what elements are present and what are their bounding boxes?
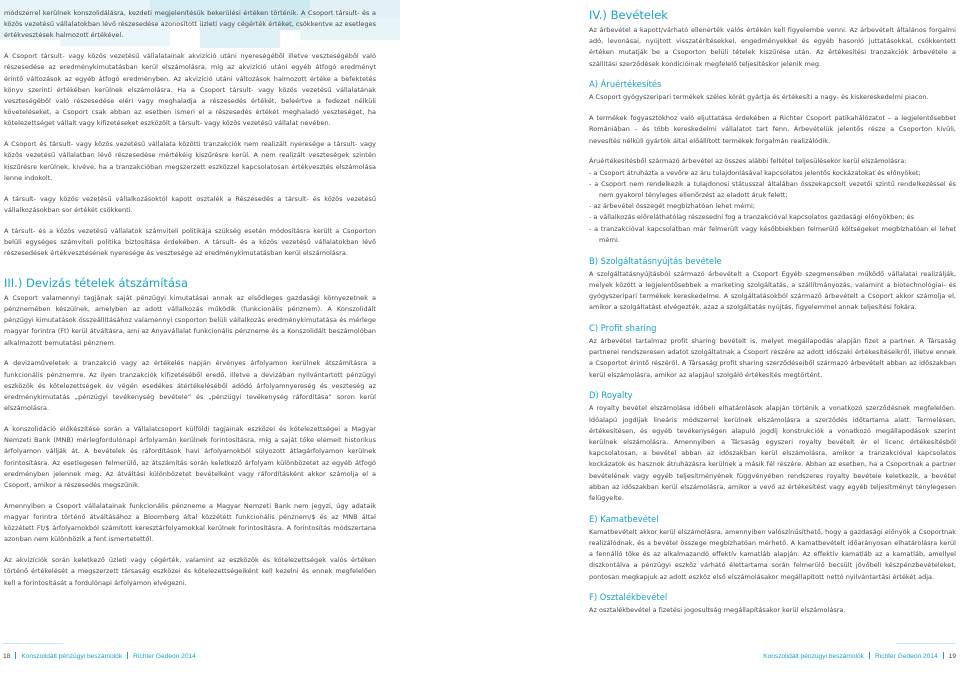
subsection-heading: D) Royalty xyxy=(589,390,633,401)
footer-title: Konszolidált pénzügyi beszámolók xyxy=(763,653,864,660)
list-item: - a Csoport nem rendelkezik a tulajdonosi státusszal általában összekapcsolt vezetői szintű rendelkezéssel és nem gyakorol tényleges ellenőrzést az eladott áruk felett; xyxy=(589,179,956,200)
paragraph: A társult- vagy közös vezetésű vállalkozásoktól kapott osztalék a Részesedés a társult- és közös vezetésű vállalkozásokban sor értékét csökkenti. xyxy=(4,194,376,214)
paragraph: A társult- és a közös vezetésű vállalatok számviteli politikája szükség esetén módosításra került a Csoporton belüli egységes számviteli politika biztosítása érdekében. A társult- és a közös vezetésű vállalatokban lévő részesedések értékvesztésének nyeresége és vesztesége az eredménykimutatásban kerül elszámolásra. xyxy=(4,226,376,258)
paragraph: Az árbevétel tartalmaz profit sharing bevételt is, melyet megállapodás alapján fizet a partner. A Társaság partnerei rendszeresen adatot szolgáltatnak a Csoport részére az adott időszaki értékesítéseikről, illetve ennek a Csoportot érintő részéről. A Társaság profit sharing szerződéseiből származó árbevételt abban az időszakban kerül elszámolásra, amikor az alapjául szolgáló értékesítés megtörtént. xyxy=(589,337,956,379)
subsection-heading: B) Szolgáltatásnyújtás bevétele xyxy=(589,255,722,266)
subsection-heading: E) Kamatbevétel xyxy=(589,513,659,524)
paragraph: A szolgáltatásnyújtásból származó árbevételt a Csoport Egyéb szegmensében működő vállalatai realizálják, melyek között a legjelentősebbek a marketing szolgáltatás, a szállítmányozás, valamint a biotechnológiai- és gyógyszeripari termékek kereskedelme. A szolgáltatásokból származó árbevételt a Csoport akkor számolja el, amikor a szolgáltatást elvégezték, azaz a szolgáltatás nyújtás, figyelemmel annak teljesítési fokára. xyxy=(589,269,956,312)
section-heading: III.) Devizás tételek átszámítása xyxy=(4,275,189,290)
paragraph: A Csoport gyógyszeripari termékek széles körét gyártja és értékesíti a nagy- és kiskereskedelmi piacon. xyxy=(589,93,929,102)
criteria-list xyxy=(589,168,956,246)
subsection-heading: A) Áruértékesítés xyxy=(589,79,662,90)
paragraph: A Csoport és társult- vagy közös vezetésű vállalata közötti tranzakciók nem realizált nyeresége a társult- vagy közös vezetésű vállalatban lévő részesedése mértékéig kiszűrésre kerül. A nem realizált veszteségek szintén kiszűrésre kerülnek, kivéve, ha a tranzakcióban megszerzett eszközzel kapcsolatosan értékvesztés elszámolása lenne indokolt. xyxy=(4,140,376,182)
paragraph: Áruértékesítésből származó árbevétel az összes alábbi feltétel teljesülésekor kerül elszámolásra: xyxy=(589,157,907,166)
paragraph: A Csoport valamennyi tagjának saját pénzügyi kimutatásai annak az elsődleges gazdasági környezetnek a pénznemében készülnek, amelyben az adott vállalkozás működik (funkcionális pénznem). A Konszolidált pénzügyi kimutatások összeállításához valamennyi csoporton belüli vállalkozás eredménykimutatása és mérlege magyar forintra (Ft) kerül átváltásra, ami az Anyavállalat funkcionális pénzneme és a Konszolidált beszámolóban alkalmazott bemutatási pénznem. xyxy=(4,293,376,347)
paragraph: Az akvizíciók során keletkező üzleti vagy cégérték, valamint az eszközök és kötelezettségek valós értéken történő értékelését a megszerzett társaság eszközei és kötelezettségeiként kell kezelni és ennek megfelelően kell a forintosítását a fordulónapi árfolyamon elvégezni. xyxy=(4,556,376,587)
footer-right xyxy=(763,652,956,661)
right-page xyxy=(480,0,960,689)
right-column xyxy=(589,8,956,626)
footer-title: Konszolidált pénzügyi beszámolók xyxy=(21,653,123,660)
paragraph: Az árbevétel a kapott/várható ellenérték valós értékén kell figyelembe venni. Az árbevételt általános forgalmi adó, levonásai, nyújtott visszatérítésekkel, engedményekkel és egyéb hasonló juttatásokkal, csökkentett értéken mutatják be a Csoporton belüli tételek kiszűrése után. Az értékesítési tranzakciók árbevétele a szállítási szerződések kondícióinak megfelelő teljesítéskor jelenik meg. xyxy=(589,26,956,68)
paragraph: A termékek fogyasztókhoz való eljuttatása érdekében a Richter Csoport patikahálózatot – a legjelentősebbet Romániában – és több kereskedelmi vállalatot tart fenn. Árbevételük jelentős része a Csoporton kívüli, nevesítés nélküli gyártók által előállított termékek forgalmán realizálódik. xyxy=(589,114,956,145)
paragraph: A royalty bevétel elszámolása időbeli elhatárolások alapján történik a vonatkozó szerződésnek megfelelően. Időalapú jogdíjak lineáris módszerrel kerülnek elszámolásra a szerződés időtartama alatt. Termelésen, értékesítésen, és egyéb tevékenységen alapuló jogdíj konstrukciók a vonatkozó megállapodások szerint kerülnek elszámolásra. Amennyiben a Társaság egyszeri royalty bevételt ér el licenc értékesítésből kapcsolatosan, a bevétel abban az időszakban kerül elszámolásra, amikor a tranzakcióval kapcsolatos kockázatok és hasznok átruházásra kerülnek a másik fél részére. Abban az esetben, ha a Csoportnak a partner bevételének vagy egyéb teljesítményének függvényében rendszeres royalty bevétele keletkezik, a bevétel abban az időszakban kerül elszámolásra, amikor a vevő az értékesítést vagy egyéb teljesítményt ténylegesen felügyelte. xyxy=(589,404,956,503)
list-item: - a Csoport átruházta a vevőre az áru tulajdonlásával kapcsolatos jelentős kockázatokat és előnyöket; xyxy=(589,168,921,177)
paragraph: módszerrel kerülnek konszolidálásra, kezdeti megjelenítésük bekerülési értéken történik. A Csoport társult- és a közös vezetésű vállalatokban lévő részesedése azonosított üzleti vagy cégérték értéket, csökkentve az esetleges értékvesztések halmozott értékével. xyxy=(4,9,376,40)
footer-company: Richter Gedeon 2014 xyxy=(874,653,938,660)
subsection-heading: C) Profit sharing xyxy=(589,323,657,334)
paragraph: A konszolidáció előkészítése során a Vállalatcsoport külföldi tagjainak eszközei és kötelezettségei a Magyar Nemzeti Bank (MNB) mérlegfordulónapi árfolyamán kerülnek forintosításra, míg a saját tőke elemeit historikus árfolyamon vállják át. A bevételek és ráfordítások havi árfolyamokból súlyozott átlagárfolyamon kerülnek forintosításra. Az esetlegesen felmerülő, az átszámítás során keletkező árfolyam különbözetet az egyéb átfogó eredményben jelennek meg. Az átváltási különbözetet bevételként vagy ráfordításként akkor számolja el a Csoport, amikor a részesedés megszűnik. xyxy=(4,425,376,490)
paragraph: A Csoport társult- vagy közös vezetésű vállalatainak akvizíció utáni nyereségéből illetve veszteségéből való részesedése az eredménykimutatásban kerül elszámolásra, míg az akvizíció utáni egyéb átfogó eredményt érintő változások az egyéb átfogó eredményben. Az akvizíció utáni változások halmozott értéke a befektetés könyv szerinti értékében kerülnek elszámolásra. Ha a Csoport társult- vagy közös vezetésű vállalatának veszteségéből való részesedése eléri vagy meghaladja a részesedés értékét, beleértve a fedezet nélküli követeléseket, a Csoport csak abban az esetben ismeri el a részesedés értékét meghaladó veszteséget, ha kötelezettséget vállalt vagy kifizetéseket eszközölt a társult- vagy közös vezetésű vállalat nevében. xyxy=(4,52,376,128)
paragraph: Kamatbevételt akkor kerül elszámolásra, amennyiben valószínűsíthető, hogy a gazdasági előnyök a Csoportnak realizálódnak, és a bevétel összege megbízhatóan mérhető. A kamatbevételt időarányosan elhatárolásra kerül a fennálló tőke és az alkalmazandó effektív kamatláb alapján. Az effektív kamatláb az a kamatláb, amellyel diszkontálva a pénzügyi eszköz várható élettartama során felmerülő becsült jövőbeli készpénzbevételeket, pontosan megkapjuk az adott eszköz első elszámolásakor megállapított nettó nyilvántartási értékét adja. xyxy=(589,527,956,581)
page-number: 19 xyxy=(948,653,956,660)
footer-company: Richter Gedeon 2014 xyxy=(133,653,196,660)
section-heading: IV.) Bevételek xyxy=(589,8,668,22)
paragraph: Az osztalékbevétel a fizetési jogosultság megállapításakor kerül elszámolásra. xyxy=(589,606,846,615)
list-item: - a vállalkozás előreláthatólag részesedni fog a tranzakcióval kapcsolatos gazdasági előnyökben; és xyxy=(589,213,915,222)
paragraph: Amennyiben a Csoport vállalatainak funkcionális pénzneme a Magyar Nemzeti Bank nem jegyzi, úgy adataik magyar forintra történő átváltásához a Bloomberg által közzétett funkcionális pénznem/$ és az MNB által közzétett Ft/$ árfolyamokból számított keresztárfolyamokkal kerülnek forintosításra. A forintosítás módszertana azonban nem különbözik a fent ismertetettől. xyxy=(4,501,376,544)
page-number: 18 xyxy=(3,653,11,660)
paragraph: A devizaműveletek a tranzakció vagy az értékelés napján érvényes árfolyamon kerülnek átszámításra a funkcionális pénznemre. Az ilyen tranzakciók kifizetéséből eredő, illetve a devizában nyilvántartott pénzügyi eszközök és kötelezettségek év végén esedékes átértékeléséből adódó árfolyamnyereség és veszteség az eredménykimutatás „pénzügyi tevékenység bevétele” és „pénzügyi tevékenység ráfordítása” soron kerül elszámolásra. xyxy=(4,359,376,413)
footer-left xyxy=(3,652,196,661)
list-item: - az árbevétel összegét megbízhatóan lehet mérni; xyxy=(589,202,755,211)
list-item: - a tranzakcióval kapcsolatban már felmerült vagy későbbiekben felmerülő költségeket megbízhatóan el lehet mérni. xyxy=(589,224,956,244)
subsection-heading: F) Osztalékbevétel xyxy=(589,592,668,603)
left-column xyxy=(4,8,376,598)
